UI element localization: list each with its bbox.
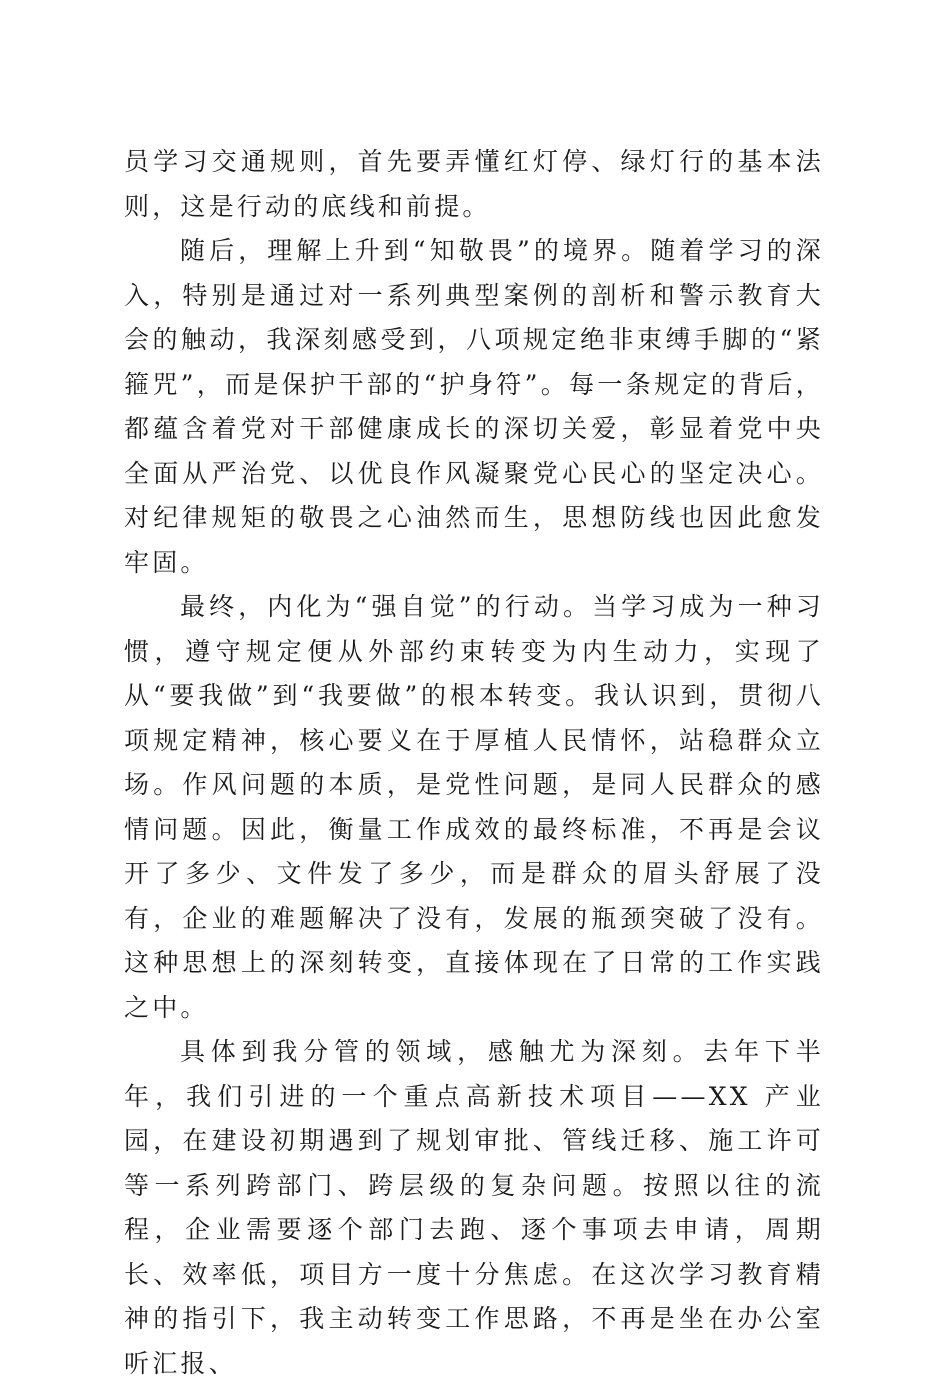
- paragraph-self-discipline-stage: 最终，内化为“强自觉”的行动。当学习成为一种习惯，遵守规定便从外部约束转变为内生动力，实现了从“要我做”到“我要做”的根本转变。我认识到，贯彻八项规定精神，核心要义在于厚植人民情怀，站稳群众立场。作风问题的本质，是党性问题，是同人民群众的感情问题。因此，衡量工作成效的最终标准，不再是会议开了多少、文件发了多少，而是群众的眉头舒展了没有，企业的难题解决了没有，发展的瓶颈突破了没有。这种思想上的深刻转变，直接体现在了日常的工作实践之中。: [124, 592, 824, 1022]
- paragraph-continuation: 员学习交通规则，首先要弄懂红灯停、绿灯行的基本法则，这是行动的底线和前提。: [124, 147, 824, 221]
- paragraph-work-practice: 具体到我分管的领域，感触尤为深刻。去年下半年，我们引进的一个重点高新技术项目——XX 产业园，在建设初期遇到了规划审批、管线迁移、施工许可等一系列跨部门、跨层级的复杂问题。按照以往的流程，企业需要逐个部门去跑、逐个事项去申请，周期长、效率低，项目方一度十分焦虑。在这次学习教育精神的指引下，我主动转变工作思路，不再是坐在办公室听汇报、: [124, 1037, 824, 1378]
- paragraph-awe-stage: 随后，理解上升到“知敬畏”的境界。随着学习的深入，特别是通过对一系列典型案例的剖析和警示教育大会的触动，我深刻感受到，八项规定绝非束缚手脚的“紧箍咒”，而是保护干部的“护身符”。每一条规定的背后，都蕴含着党对干部健康成长的深切关爱，彰显着党中央全面从严治党、以优良作风凝聚党心民心的坚定决心。对纪律规矩的敬畏之心油然而生，思想防线也因此愈发牢固。: [124, 236, 824, 577]
- document-body: [124, 140, 824, 1386]
